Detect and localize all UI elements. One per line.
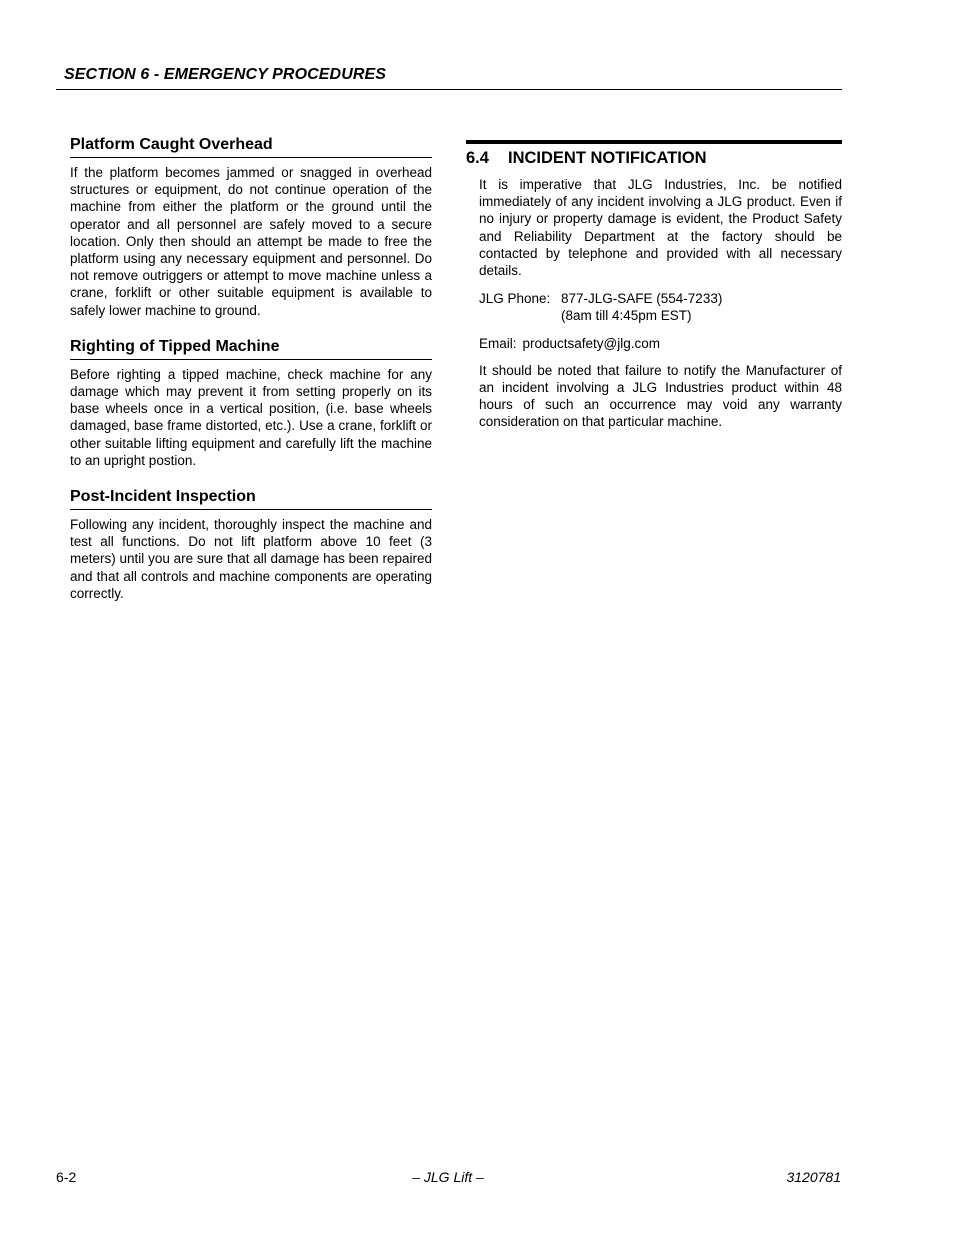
email-contact bbox=[479, 335, 842, 352]
left-column bbox=[70, 135, 432, 620]
email-label: Email: bbox=[479, 335, 517, 351]
platform-caught-overhead-heading: Platform Caught Overhead bbox=[70, 135, 432, 158]
phone-hours: (8am till 4:45pm EST) bbox=[561, 308, 692, 324]
phone-label: JLG Phone: bbox=[479, 291, 551, 307]
phone-number: 877-JLG-SAFE (554-7233) bbox=[561, 291, 723, 307]
righting-tipped-machine-heading: Righting of Tipped Machine bbox=[70, 337, 432, 360]
platform-caught-overhead-body: If the platform becomes jammed or snagged in overhead structures or equipment, do not continue operation of the machine from either the platform or the ground until the operator and all personnel are safely moved to a secure location. Only then should an attempt be made to free the platform using any necessary equipment and personnel. Do not remove outriggers or attempt to move machine unless a crane, forklift or other suitable equipment is available to safely lower machine to ground. bbox=[70, 165, 432, 318]
post-incident-inspection-heading: Post-Incident Inspection bbox=[70, 487, 432, 510]
post-incident-inspection-section bbox=[70, 487, 432, 602]
warranty-notice: It should be noted that failure to notify the Manufacturer of an incident involving a JLG Industries product within 48 hours of such an occurrence may void any warranty consideration on that particular machine. bbox=[479, 362, 842, 430]
incident-notification-heading bbox=[466, 147, 842, 169]
page-number: 6-2 bbox=[56, 1169, 77, 1185]
section-heading-bar bbox=[466, 140, 842, 144]
righting-tipped-machine-section bbox=[70, 337, 432, 469]
email-value: productsafety@jlg.com bbox=[522, 335, 661, 351]
incident-notification-body bbox=[479, 176, 842, 431]
section-number: 6.4 bbox=[466, 149, 489, 167]
section-title: INCIDENT NOTIFICATION bbox=[508, 149, 707, 167]
post-incident-inspection-body: Following any incident, thoroughly inspect the machine and test all functions. Do not lift platform above 10 feet (3 meters) until you are sure that all damage has been repaired and that all controls and machine components are operating correctly. bbox=[70, 517, 432, 601]
footer-title: – JLG Lift – bbox=[412, 1169, 484, 1185]
right-column bbox=[466, 140, 842, 431]
section-header-title: SECTION 6 - EMERGENCY PROCEDURES bbox=[64, 66, 387, 83]
document-number: 3120781 bbox=[786, 1169, 841, 1185]
phone-contact bbox=[479, 290, 842, 324]
platform-caught-overhead-section bbox=[70, 135, 432, 319]
phone-values bbox=[561, 290, 722, 324]
righting-tipped-machine-body: Before righting a tipped machine, check machine for any damage which may prevent it from setting properly on its base wheels once in a vertical position, (i.e. base wheels damaged, base frame distorted, etc.). Use a crane, forklift or other suitable lifting equipment and carefully lift the machine to an upright postion. bbox=[70, 366, 432, 468]
header-divider bbox=[56, 89, 842, 90]
incident-notification-intro: It is imperative that JLG Industries, Inc. be notified immediately of any incident involving a JLG product. Even if no injury or property damage is evident, the Product Safety and Reliability Department at the factory should be contacted by telephone and provided with all necessary details. bbox=[479, 177, 842, 279]
